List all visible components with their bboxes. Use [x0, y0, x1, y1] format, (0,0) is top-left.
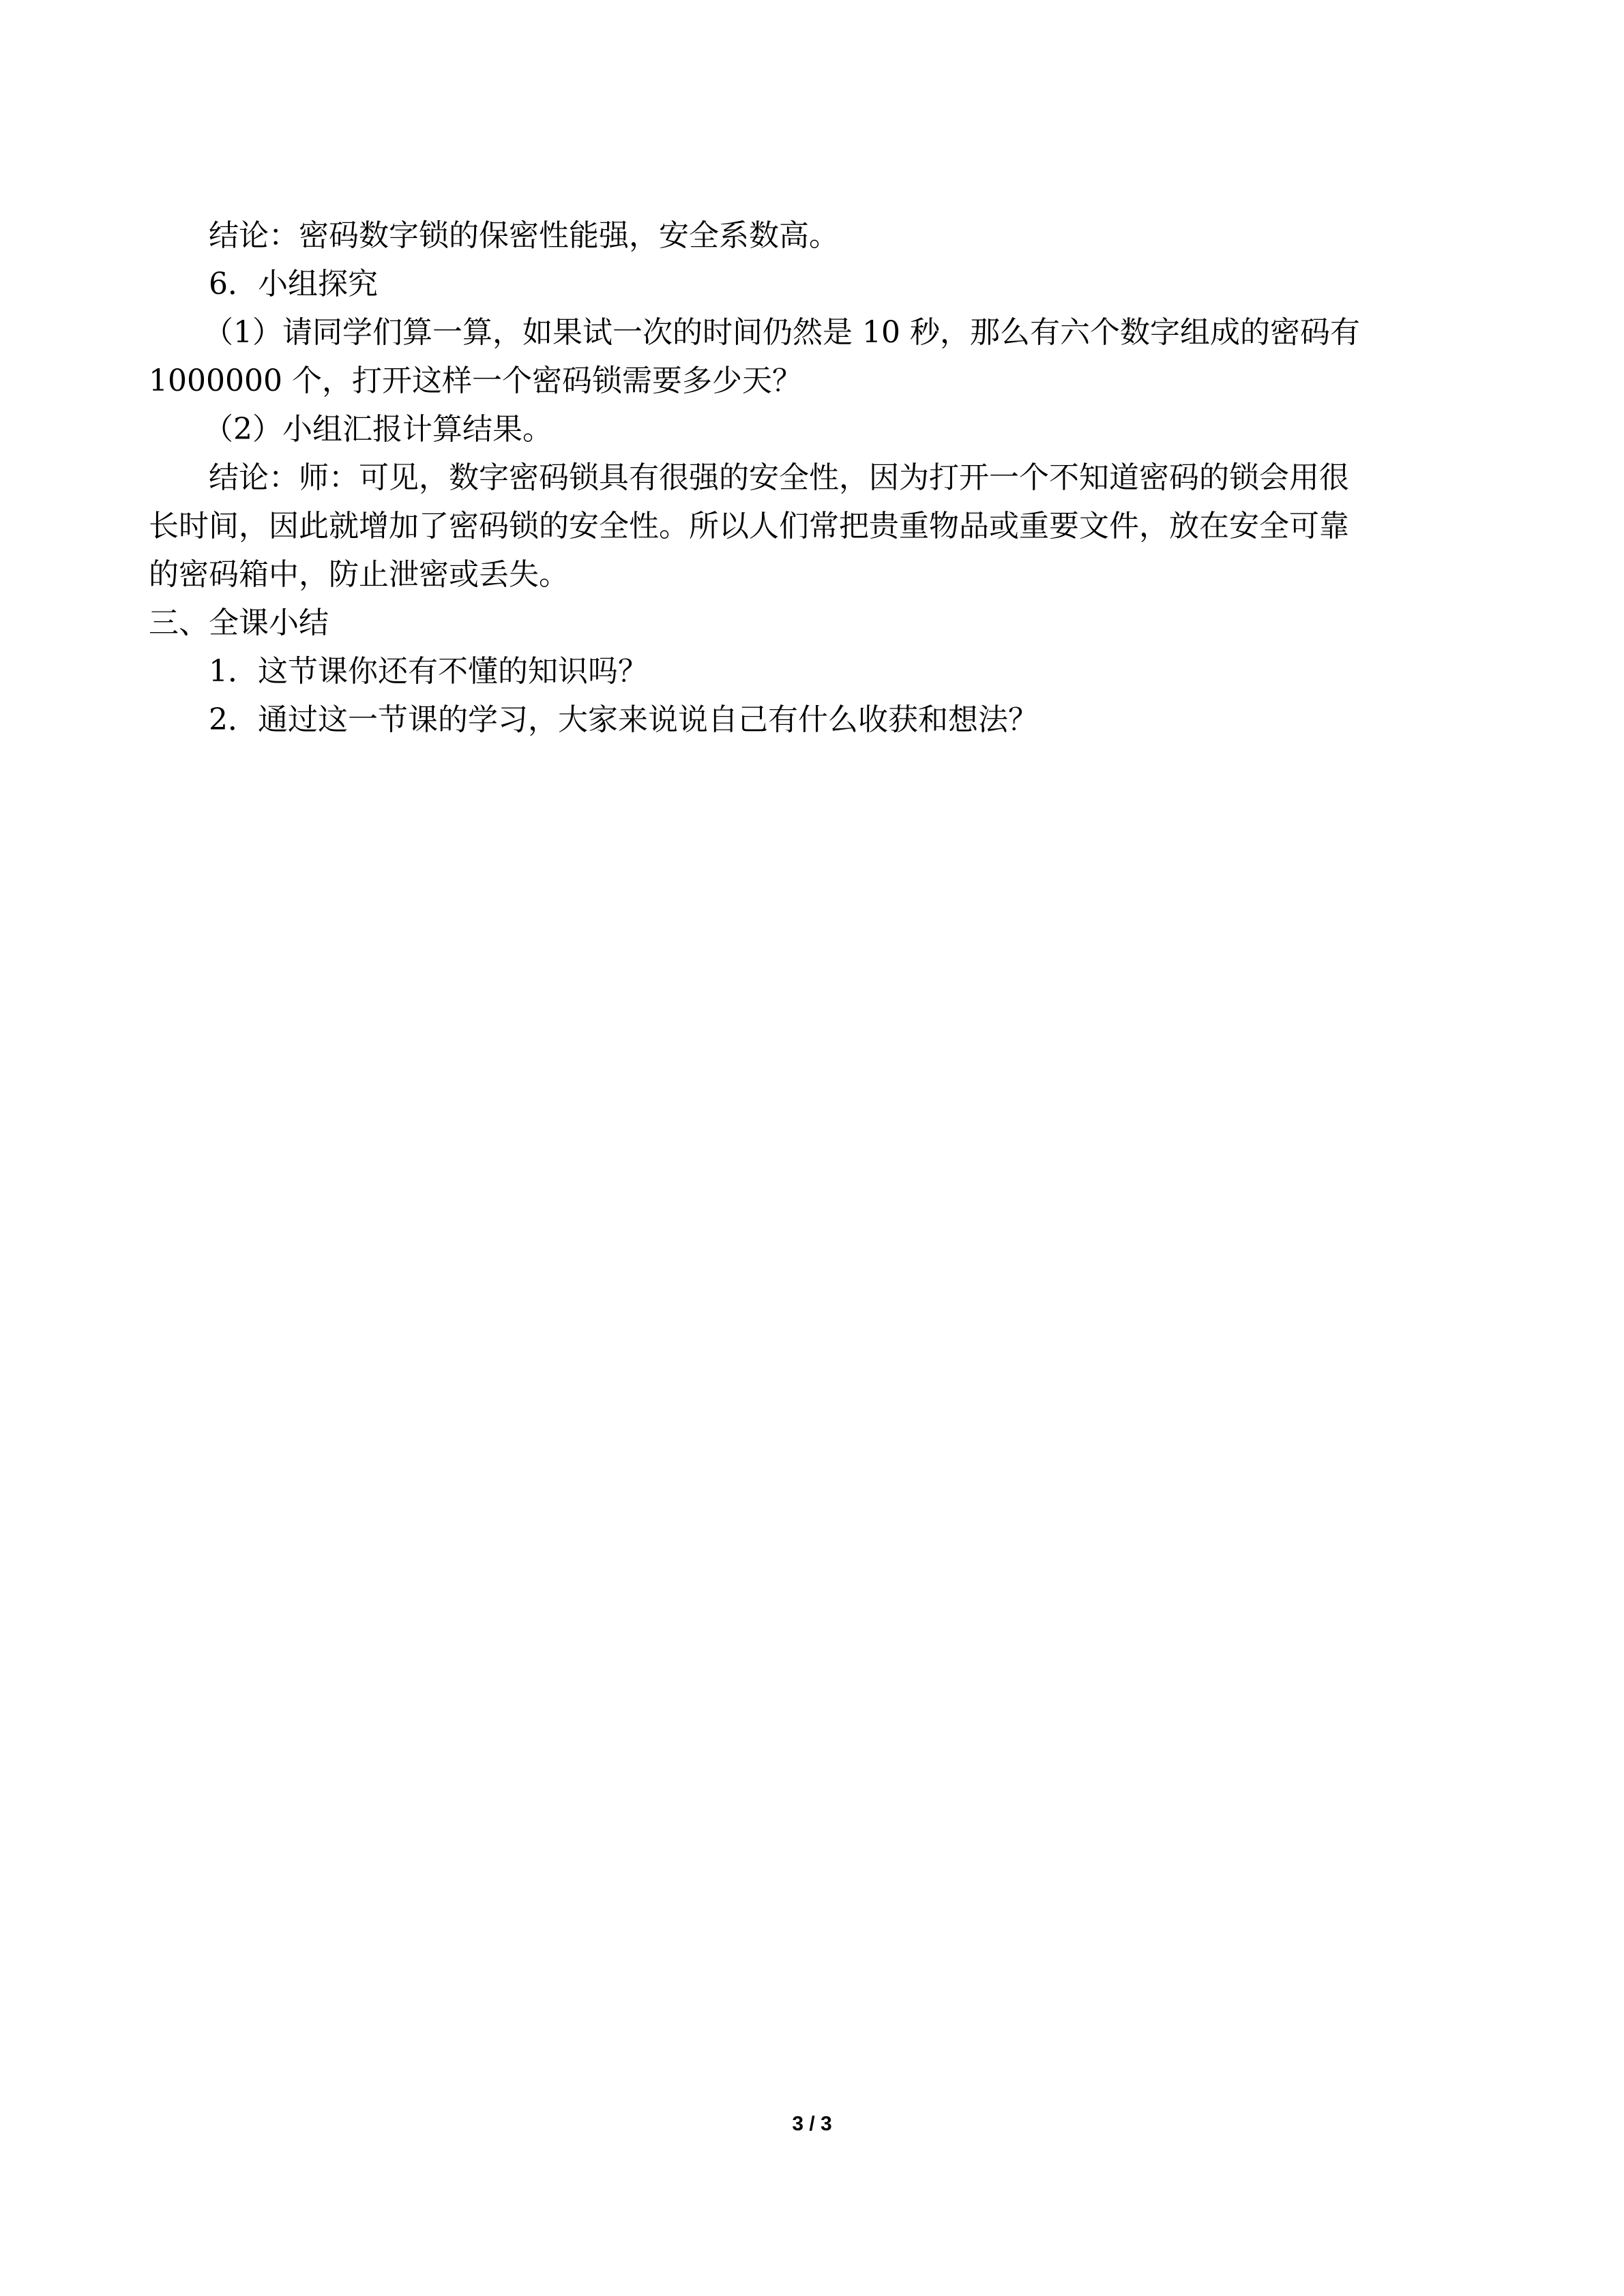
page-number: 3 / 3 [792, 2113, 832, 2135]
conclusion-paragraph-2-line-1: 结论：师：可见，数字密码锁具有很强的安全性，因为打开一个不知道密码的锁会用很 [209, 460, 1349, 495]
section-heading-summary: 三、全课小结 [149, 606, 329, 640]
question-1-line-1: （1）请同学们算一算，如果试一次的时间仍然是 10 秒，那么有六个数字组成的密码有 [203, 315, 1360, 350]
question-2: （2）小组汇报计算结果。 [203, 412, 552, 447]
summary-item-1: 1．这节课你还有不懂的知识吗？ [209, 654, 648, 689]
conclusion-paragraph-2-line-3: 的密码箱中，防止泄密或丢失。 [149, 557, 569, 592]
summary-item-2: 2．通过这一节课的学习，大家来说说自己有什么收获和想法？ [209, 702, 1038, 737]
question-1-line-2: 1000000 个，打开这样一个密码锁需要多少天？ [149, 363, 802, 398]
conclusion-paragraph-2-line-2: 长时间，因此就增加了密码锁的安全性。所以人们常把贵重物品或重要文件，放在安全可靠 [149, 509, 1349, 543]
conclusion-paragraph-1: 结论：密码数字锁的保密性能强，安全系数高。 [209, 218, 839, 253]
document-body [149, 211, 1475, 744]
section-heading-group-inquiry: 6．小组探究 [209, 267, 378, 301]
